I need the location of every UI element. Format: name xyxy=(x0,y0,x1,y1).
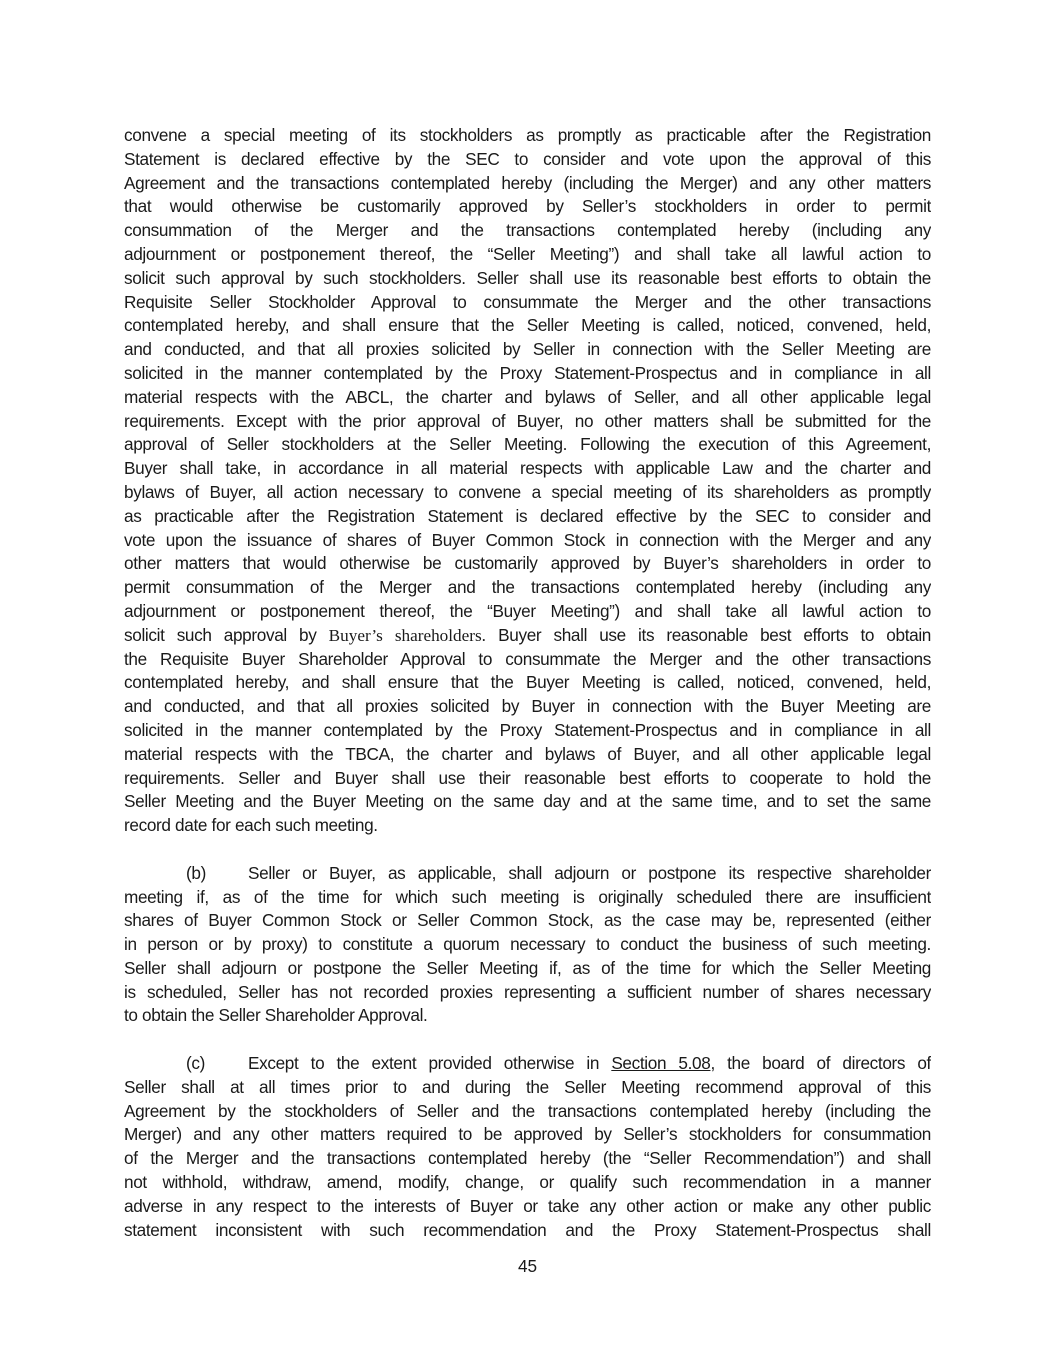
paragraph-b xyxy=(124,862,931,1029)
text-line: record date for each such meeting. xyxy=(124,815,378,836)
text-line: vote upon the issuance of shares of Buyer Common Stock in connection with the Merger and any xyxy=(124,529,931,550)
text-line: and conducted, and that all proxies solicited by Buyer in connection with the Buyer Meeting are xyxy=(124,696,931,717)
text-line: solicit such approval by such stockholders. Seller shall use its reasonable best efforts to obtain the xyxy=(124,267,931,288)
text-segment: , the board of directors of xyxy=(710,1053,931,1074)
text-line: solicited in the manner contemplated by the Proxy Statement-Prospectus and in compliance in all xyxy=(124,719,931,740)
text-line: other matters that would otherwise be customarily approved by Buyer’s shareholders in order to xyxy=(124,553,931,574)
paragraph-spacer xyxy=(124,838,931,862)
paragraph-label: (b) xyxy=(186,862,206,883)
text-line xyxy=(124,862,931,886)
text-line: solicited in the manner contemplated by the Proxy Statement-Prospectus and in compliance in all xyxy=(124,362,931,383)
text-line: Merger) and any other matters required to be approved by Seller’s stockholders for consummation xyxy=(124,1124,931,1145)
text-line: adverse in any respect to the interests of Buyer or take any other action or make any other public xyxy=(124,1195,931,1216)
page-number: 45 xyxy=(517,1256,538,1276)
paragraph-c xyxy=(124,1052,931,1242)
text-line: approval of Seller stockholders at the Seller Meeting. Following the execution of this Agreement, xyxy=(124,434,931,455)
text-line: consummation of the Merger and the transactions contemplated hereby (including any xyxy=(124,220,931,241)
text-line: in person or by proxy) to constitute a quorum necessary to conduct the business of such meeting. xyxy=(124,934,931,955)
text-line xyxy=(124,1052,931,1076)
text-line: and conducted, and that all proxies solicited by Seller in connection with the Seller Meeting are xyxy=(124,339,931,360)
text-line: Seller shall adjourn or postpone the Seller Meeting if, as of the time for which the Seller Meeting xyxy=(124,957,931,978)
text-line: of the Merger and the transactions contemplated hereby (the “Seller Recommendation”) and shall xyxy=(124,1148,931,1169)
text-line: Requisite Seller Stockholder Approval to consummate the Merger and the other transactions xyxy=(124,291,931,312)
text-line: meeting if, as of the time for which such meeting is originally scheduled there are insufficient xyxy=(124,886,931,907)
text-line: Seller shall at all times prior to and during the Seller Meeting recommend approval of this xyxy=(124,1076,931,1097)
text-line: adjournment or postponement thereof, the “Seller Meeting”) and shall take all lawful action to xyxy=(124,243,931,264)
text-line: contemplated hereby, and shall ensure that the Seller Meeting is called, noticed, convened, held, xyxy=(124,315,931,336)
text-segment: solicit such approval by xyxy=(124,624,329,645)
text-line: as practicable after the Registration Statement is declared effective by the SEC to consider and xyxy=(124,505,931,526)
text-segment: Except to the extent provided otherwise in xyxy=(248,1053,612,1074)
text-line: shares of Buyer Common Stock or Seller Common Stock, as the case may be, represented (either xyxy=(124,910,931,931)
text-line: requirements. Except with the prior approval of Buyer, no other matters shall be submitted for the xyxy=(124,410,931,431)
text-line: convene a special meeting of its stockholders as promptly as practicable after the Registration xyxy=(124,125,931,145)
text-line: is scheduled, Seller has not recorded proxies representing a sufficient number of shares necessary xyxy=(124,981,931,1002)
text-line xyxy=(124,624,931,648)
text-line: material respects with the ABCL, the charter and bylaws of Seller, and all other applicable legal xyxy=(124,386,931,407)
text-line: statement inconsistent with such recommendation and the Proxy Statement-Prospectus shall xyxy=(124,1219,931,1240)
paragraph-spacer xyxy=(124,1028,931,1052)
serif-text-segment: Buyer’s shareholders. xyxy=(328,625,486,645)
text-line: not withhold, withdraw, amend, modify, change, or qualify such recommendation in a manner xyxy=(124,1172,931,1193)
text-line: permit consummation of the Merger and the transactions contemplated hereby (including any xyxy=(124,577,931,598)
text-segment: Seller or Buyer, as applicable, shall adjourn or postpone its respective shareholder xyxy=(248,862,931,883)
document-body xyxy=(124,124,931,1242)
text-segment: Buyer shall use its reasonable best efforts to obtain xyxy=(485,624,931,645)
paragraph-a xyxy=(124,124,931,838)
text-line: requirements. Seller and Buyer shall use their reasonable best efforts to cooperate to hold the xyxy=(124,767,931,788)
text-line: that would otherwise be customarily approved by Seller’s stockholders in order to permit xyxy=(124,196,931,217)
text-line: the Requisite Buyer Shareholder Approval to consummate the Merger and the other transactions xyxy=(124,648,931,669)
text-line: Agreement by the stockholders of Seller and the transactions contemplated hereby (including the xyxy=(124,1100,931,1121)
text-line: bylaws of Buyer, all action necessary to convene a special meeting of its shareholders as promptly xyxy=(124,481,931,502)
text-line: Statement is declared effective by the SEC to consider and vote upon the approval of this xyxy=(124,148,931,169)
text-line: to obtain the Seller Shareholder Approval. xyxy=(124,1005,428,1026)
text-line: contemplated hereby, and shall ensure that the Buyer Meeting is called, noticed, convened, held, xyxy=(124,672,931,693)
text-line: Agreement and the transactions contemplated hereby (including the Merger) and any other matters xyxy=(124,172,931,193)
text-line: material respects with the TBCA, the charter and bylaws of Buyer, and all other applicable legal xyxy=(124,743,931,764)
text-line: Seller Meeting and the Buyer Meeting on the same day and at the same time, and to set the same xyxy=(124,791,931,812)
section-reference-link[interactable]: Section 5.08 xyxy=(611,1053,711,1074)
text-line: Buyer shall take, in accordance in all material respects with applicable Law and the charter and xyxy=(124,458,931,479)
paragraph-label: (c) xyxy=(186,1053,205,1074)
text-line: adjournment or postponement thereof, the “Buyer Meeting”) and shall take all lawful action to xyxy=(124,600,931,621)
